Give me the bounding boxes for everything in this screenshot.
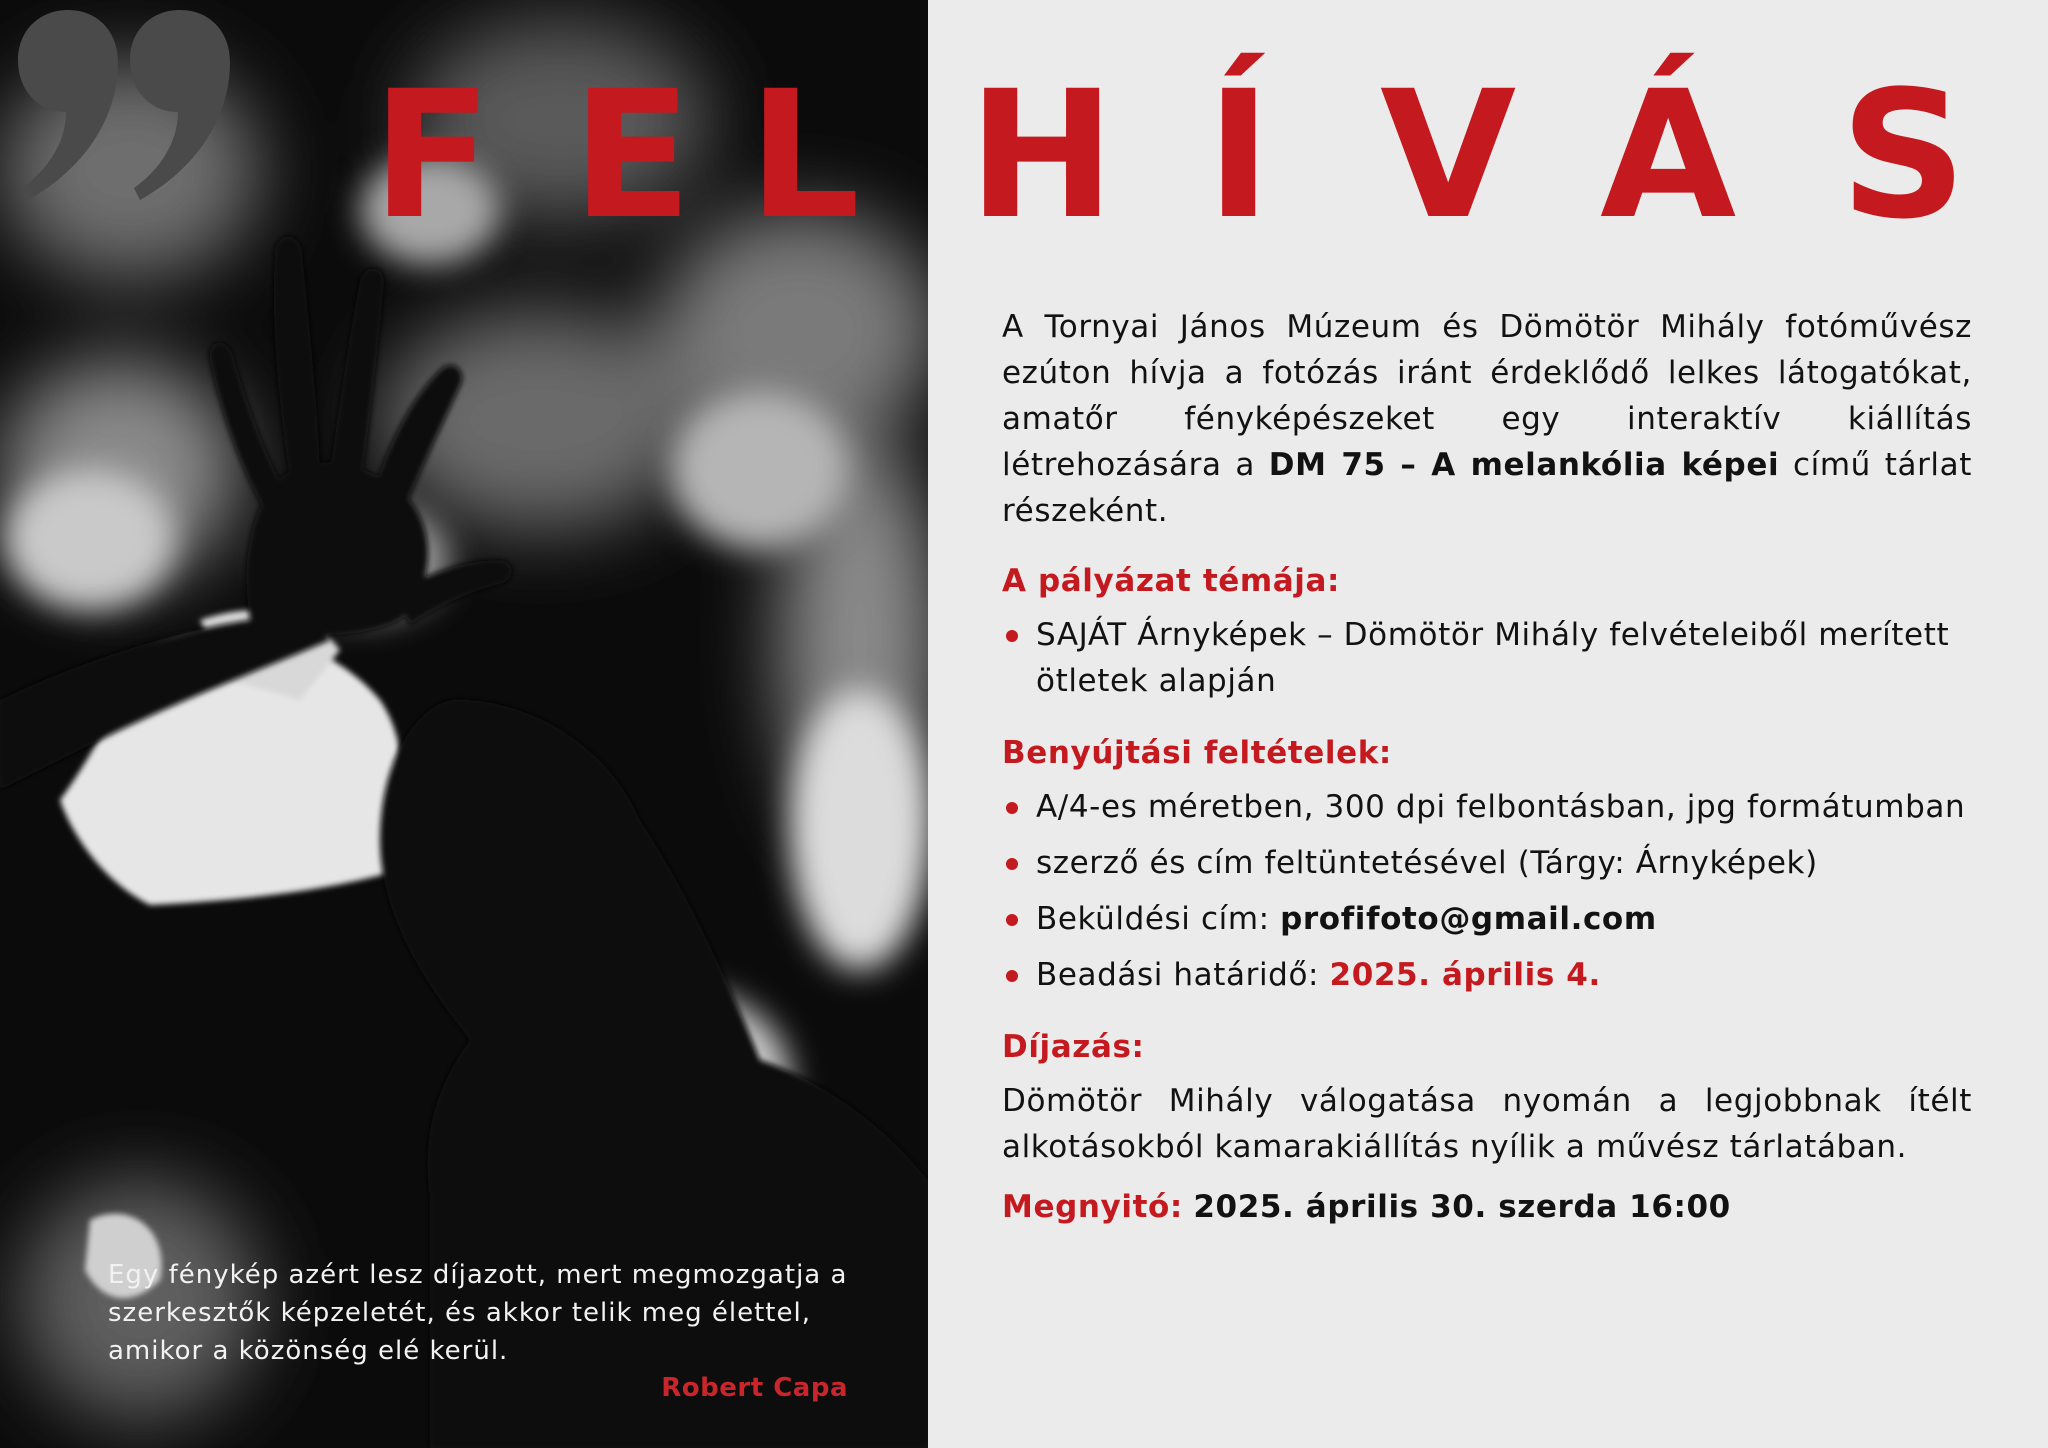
bullet-icon — [1006, 970, 1018, 982]
announcement-content — [1002, 304, 1972, 1230]
theme-heading: A pályázat témája: — [1002, 563, 1341, 599]
conditions-heading: Benyújtási feltételek: — [1002, 735, 1392, 771]
theme-item: SAJÁT Árnyképek – Dömötör Mihály felvételeiből merített ötletek alapján — [1036, 617, 1950, 699]
prize-heading: Díjazás: — [1002, 1029, 1145, 1065]
opening-date: 2025. április 30. szerda 16:00 — [1193, 1189, 1731, 1225]
intro-paragraph — [1002, 304, 1972, 534]
conditions-list — [1002, 784, 1972, 998]
quote-author: Robert Capa — [661, 1373, 848, 1403]
list-item — [1002, 612, 1972, 704]
headline-letter: Í — [1206, 53, 1272, 258]
headline-letter: S — [1840, 53, 1967, 258]
headline-letter: H — [968, 53, 1116, 258]
headline-letter: F — [372, 53, 493, 258]
condition-author-title: szerző és cím feltüntetésével (Tárgy: Árnyképek) — [1036, 845, 1818, 881]
list-item — [1002, 840, 1972, 886]
quote-text: Egy fénykép azért lesz díjazott, mert megmozgatja a szerkesztők képzeletét, és akkor telik meg élettel, amikor a közönség elé kerül. — [108, 1260, 848, 1366]
list-item — [1002, 896, 1972, 942]
headline-letter: L — [748, 53, 861, 258]
bullet-icon — [1006, 914, 1018, 926]
condition-format: A/4-es méretben, 300 dpi felbontásban, jpg formátumban — [1036, 789, 1966, 825]
headline-letter: Á — [1600, 53, 1737, 258]
headline-felhivas — [0, 53, 2048, 258]
bullet-icon — [1006, 802, 1018, 814]
bullet-icon — [1006, 858, 1018, 870]
list-item — [1002, 952, 1972, 998]
address-label: Beküldési cím: — [1036, 901, 1281, 937]
list-item — [1002, 784, 1972, 830]
headline-letter: V — [1380, 53, 1517, 258]
deadline-date: 2025. április 4. — [1329, 957, 1601, 993]
prize-text: Dömötör Mihály válogatása nyomán a legjobbnak ítélt alkotásokból kamarakiállítás nyílik a művész tárlatában. — [1002, 1083, 1972, 1165]
deadline-label: Beadási határidő: — [1036, 957, 1330, 993]
exhibition-title: DM 75 – A melankólia képei — [1268, 447, 1780, 483]
email-address[interactable]: profifoto@gmail.com — [1280, 901, 1657, 937]
bullet-icon — [1006, 630, 1018, 642]
opening-label: Megnyitó: — [1002, 1189, 1183, 1225]
intro-text-end: című tárlat részeként. — [1002, 447, 1972, 529]
intro-text: A Tornyai János Múzeum és Dömötör Mihály fotóművész ezúton hívja a fotózás iránt érdeklődő lelkes látogatókat, amatőr fényképészeket egy interaktív kiállítás létrehozására a — [1002, 309, 1972, 483]
opening-line — [1002, 1184, 1972, 1230]
headline-letter: E — [572, 53, 693, 258]
theme-list — [1002, 612, 1972, 704]
